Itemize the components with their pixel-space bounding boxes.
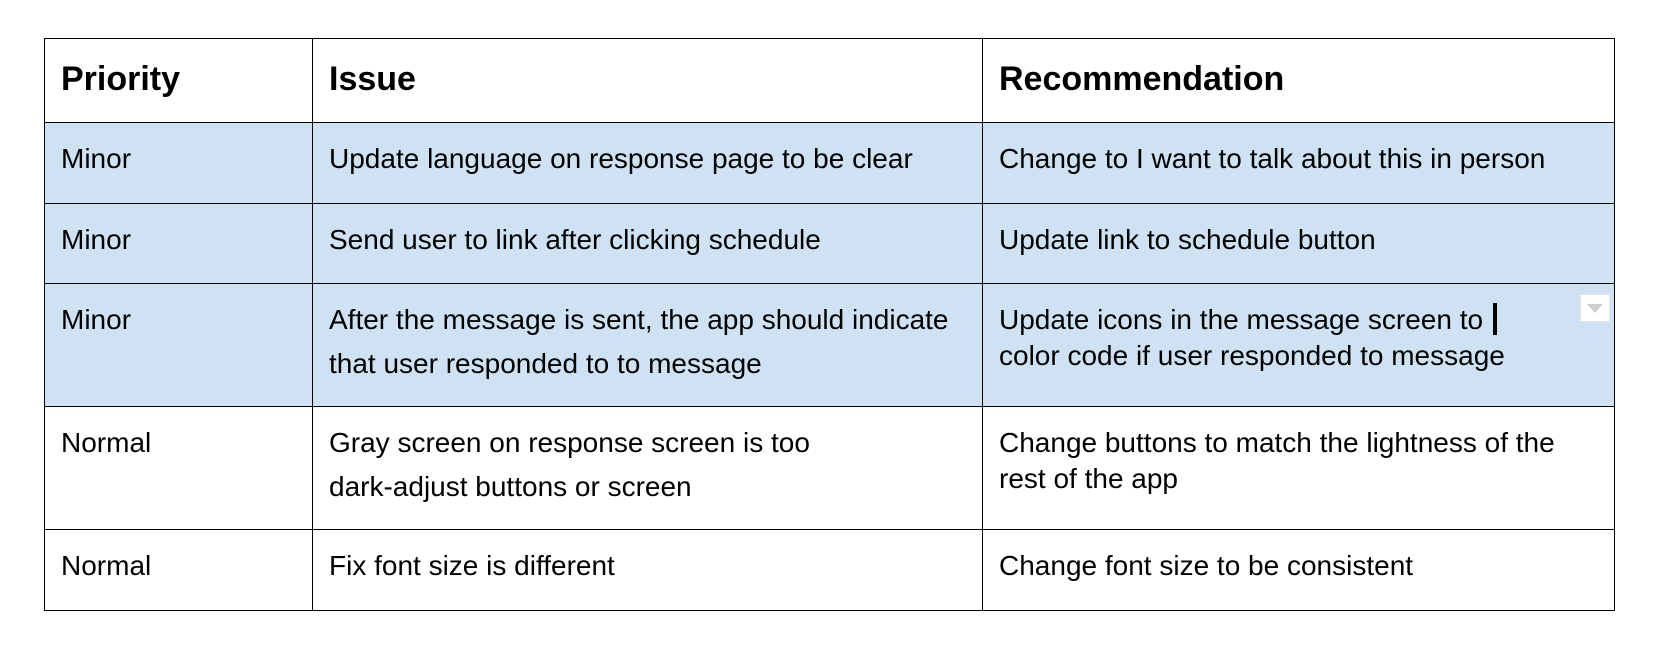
cell-issue[interactable]: Send user to link after clicking schedule bbox=[313, 204, 983, 284]
cell-content bbox=[999, 302, 1598, 374]
table-header-row bbox=[45, 39, 1615, 123]
recommendation-line-1: Update icons in the message screen to bbox=[999, 304, 1484, 335]
cell-priority[interactable]: Minor bbox=[45, 123, 313, 204]
header-issue[interactable]: Issue bbox=[313, 39, 983, 123]
table-row bbox=[45, 530, 1615, 611]
recommendation-line-2: color code if user responded to message bbox=[999, 340, 1505, 371]
cell-recommendation[interactable]: Update link to schedule button bbox=[983, 204, 1615, 284]
issue-line-2: dark-adjust buttons or screen bbox=[329, 471, 692, 502]
table-row bbox=[45, 123, 1615, 204]
issue-line-1: Gray screen on response screen is too bbox=[329, 427, 810, 458]
table-row bbox=[45, 204, 1615, 284]
cell-priority[interactable]: Normal bbox=[45, 530, 313, 611]
dropdown-arrow-icon bbox=[1587, 304, 1603, 313]
table-row bbox=[45, 407, 1615, 530]
header-recommendation[interactable]: Recommendation bbox=[983, 39, 1615, 123]
cell-recommendation[interactable]: Change font size to be consistent bbox=[983, 530, 1615, 611]
recommendations-table bbox=[44, 38, 1615, 611]
cell-issue[interactable] bbox=[313, 407, 983, 530]
cell-dropdown-button[interactable] bbox=[1580, 294, 1610, 322]
cell-recommendation[interactable]: Change buttons to match the lightness of the rest of the app bbox=[983, 407, 1615, 530]
cell-issue[interactable]: Update language on response page to be clear bbox=[313, 123, 983, 204]
header-priority[interactable]: Priority bbox=[45, 39, 313, 123]
cell-priority[interactable]: Normal bbox=[45, 407, 313, 530]
cell-recommendation[interactable]: Change to I want to talk about this in person bbox=[983, 123, 1615, 204]
cell-issue[interactable]: Fix font size is different bbox=[313, 530, 983, 611]
cell-recommendation-active[interactable] bbox=[983, 284, 1615, 407]
cell-priority[interactable]: Minor bbox=[45, 284, 313, 407]
text-cursor-icon bbox=[1493, 303, 1497, 335]
cell-priority[interactable]: Minor bbox=[45, 204, 313, 284]
table-row bbox=[45, 284, 1615, 407]
cell-issue[interactable]: After the message is sent, the app should indicate that user responded to to message bbox=[313, 284, 983, 407]
